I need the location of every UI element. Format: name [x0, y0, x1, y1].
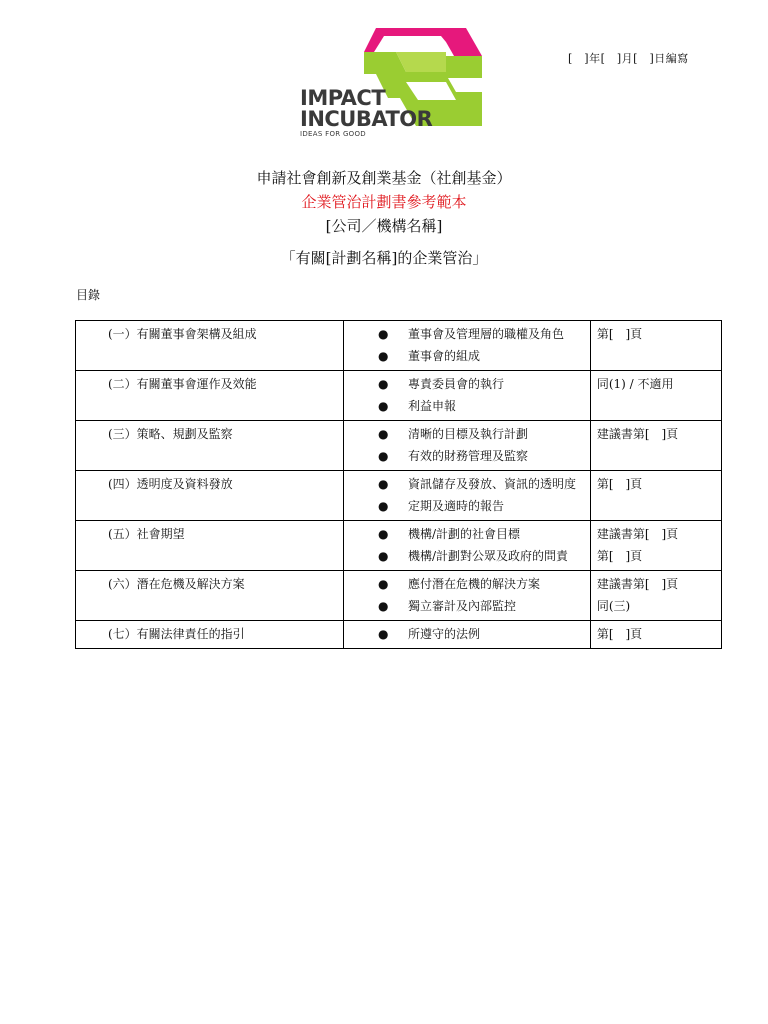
- toc-topics: [343, 621, 590, 649]
- table-row: [76, 521, 722, 571]
- topic-text: 機構/計劃對公眾及政府的問責: [407, 549, 568, 563]
- organization-name-placeholder: [公司／機構名稱]: [325, 217, 443, 235]
- bullet-dot-icon: ●: [377, 549, 389, 563]
- toc-topics: [343, 371, 590, 421]
- plan-name-heading: 「有關[計劃名稱]的企業管治」: [280, 249, 488, 267]
- logo-text: [300, 88, 432, 139]
- bullet-dot-icon: ●: [377, 377, 389, 391]
- toc-topics: [343, 421, 590, 471]
- table-row: [76, 371, 722, 421]
- bullet-dot-icon: ●: [377, 349, 389, 363]
- page-ref-text: 同(三): [596, 599, 631, 613]
- table-row: [76, 571, 722, 621]
- page-ref-text: 建議書第[ ]頁: [596, 427, 679, 441]
- list-item: [350, 345, 584, 367]
- toc-section-title: (七）有關法律責任的指引: [76, 621, 344, 649]
- logo-tagline: IDEAS FOR GOOD: [300, 130, 366, 138]
- toc-topics: [343, 521, 590, 571]
- bullet-dot-icon: ●: [377, 427, 389, 441]
- logo-line1: IMPACT: [300, 86, 386, 110]
- bullet-dot-icon: ●: [377, 577, 389, 591]
- toc-label: 目錄: [76, 288, 101, 302]
- toc-page-ref: [590, 571, 721, 621]
- bullet-dot-icon: ●: [377, 627, 389, 641]
- topic-text: 機構/計劃的社會目標: [407, 527, 520, 541]
- toc-topics: [343, 321, 590, 371]
- topic-text: 定期及適時的報告: [407, 499, 504, 513]
- bullet-dot-icon: ●: [377, 477, 389, 491]
- toc-page-ref: [590, 471, 721, 521]
- toc-section-title: (三）策略、規劃及監察: [76, 421, 344, 471]
- table-row: [76, 621, 722, 649]
- list-item: [350, 473, 584, 495]
- date-line: [ ]年[ ]月[ ]日編寫: [568, 52, 689, 65]
- toc-topics: [343, 571, 590, 621]
- table-row: [76, 321, 722, 371]
- list-item: [350, 445, 584, 467]
- topic-text: 清晰的目標及執行計劃: [407, 427, 528, 441]
- bullet-dot-icon: ●: [377, 599, 389, 613]
- logo-line2: INCUBATOR: [300, 107, 433, 131]
- topic-text: 利益申報: [407, 399, 456, 413]
- table-row: [76, 421, 722, 471]
- list-item: [350, 395, 584, 417]
- list-item: [350, 495, 584, 517]
- page-ref-text: 第[ ]頁: [596, 549, 643, 563]
- toc-section-title: (二）有關董事會運作及效能: [76, 371, 344, 421]
- toc-section-title: (一）有關董事會架構及組成: [76, 321, 344, 371]
- topic-text: 董事會的組成: [407, 349, 480, 363]
- page-ref-text: 第[ ]頁: [596, 327, 643, 341]
- toc-topics: [343, 471, 590, 521]
- toc-page-ref: [590, 371, 721, 421]
- toc-table: [75, 320, 722, 649]
- bullet-dot-icon: ●: [377, 527, 389, 541]
- list-item: [350, 373, 584, 395]
- toc-page-ref: [590, 521, 721, 571]
- page-ref-text: 第[ ]頁: [596, 627, 643, 641]
- topic-text: 所遵守的法例: [407, 627, 480, 641]
- topic-text: 資訊儲存及發放、資訊的透明度: [407, 477, 576, 491]
- page-ref-text: 建議書第[ ]頁: [596, 577, 679, 591]
- bullet-dot-icon: ●: [377, 327, 389, 341]
- template-title: 企業管治計劃書參考範本: [301, 193, 467, 211]
- toc-section-title: (四）透明度及資料發放: [76, 471, 344, 521]
- page-ref-text: 第[ ]頁: [596, 477, 643, 491]
- list-item: [350, 545, 584, 567]
- list-item: [350, 323, 584, 345]
- bullet-dot-icon: ●: [377, 399, 389, 413]
- list-item: [350, 573, 584, 595]
- list-item: [350, 523, 584, 545]
- fund-title: 申請社會創新及創業基金（社創基金）: [256, 169, 512, 187]
- title-block: [0, 166, 768, 270]
- toc-section-title: (六）潛在危機及解決方案: [76, 571, 344, 621]
- list-item: [350, 595, 584, 617]
- toc-page-ref: [590, 321, 721, 371]
- topic-text: 專責委員會的執行: [407, 377, 504, 391]
- toc-section-title: (五）社會期望: [76, 521, 344, 571]
- topic-text: 有效的財務管理及監察: [407, 449, 528, 463]
- bullet-dot-icon: ●: [377, 449, 389, 463]
- bullet-dot-icon: ●: [377, 499, 389, 513]
- toc-page-ref: [590, 421, 721, 471]
- table-row: [76, 471, 722, 521]
- topic-text: 獨立審計及內部監控: [407, 599, 516, 613]
- list-item: [350, 623, 584, 645]
- list-item: [350, 423, 584, 445]
- page-ref-text: 建議書第[ ]頁: [596, 527, 679, 541]
- topic-text: 董事會及管理層的職權及角色: [407, 327, 564, 341]
- page-ref-text: 同(1) / 不適用: [596, 377, 674, 391]
- topic-text: 應付潛在危機的解決方案: [407, 577, 540, 591]
- toc-page-ref: [590, 621, 721, 649]
